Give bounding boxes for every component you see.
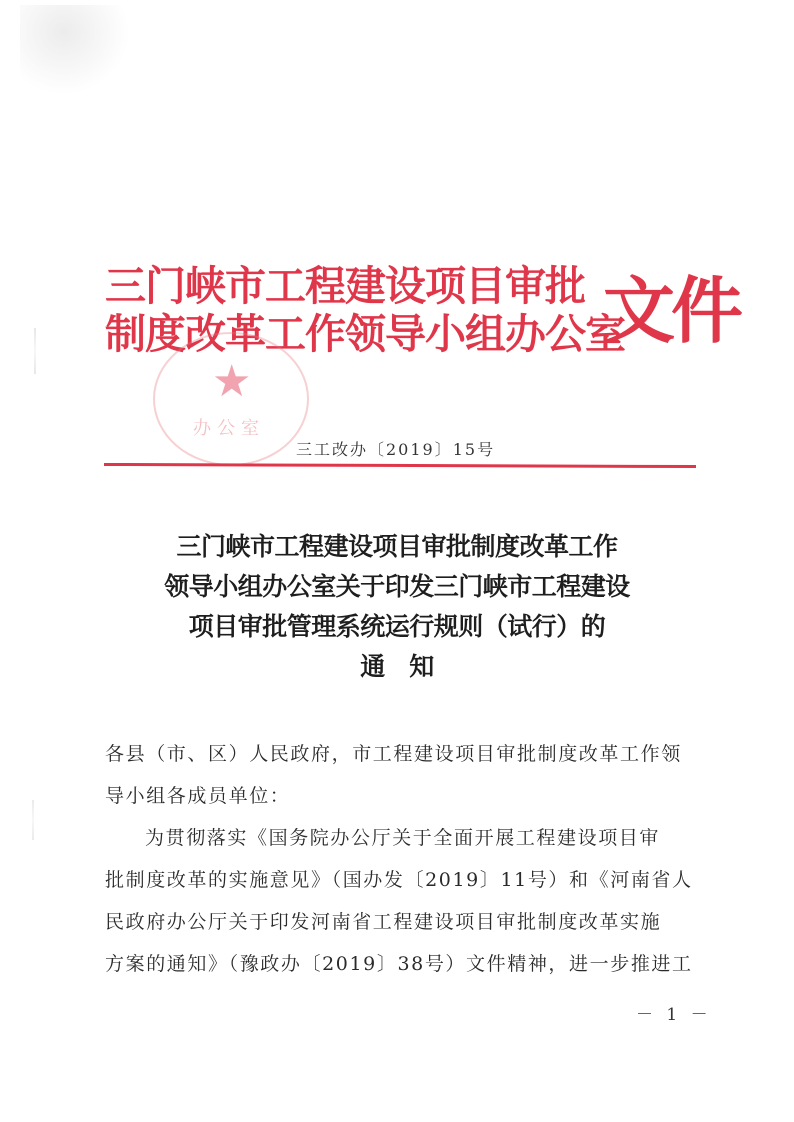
doc-type-label: 文件: [603, 268, 740, 353]
body-line: 民政府办公厅关于印发河南省工程建设项目审批制度改革实施: [105, 911, 662, 933]
title-line: 通 知: [360, 652, 434, 681]
red-divider-line: [104, 463, 696, 468]
body-line: 为贯彻落实《国务院办公厅关于全面开展工程建设项目审: [145, 827, 661, 849]
scan-binding-mark: [34, 328, 36, 374]
issuer-line-1: 三门峡市工程建设项目审批: [105, 262, 585, 310]
issuer-line-2: 制度改革工作领导小组办公室: [105, 310, 625, 358]
scan-binding-mark: [32, 800, 34, 840]
title-line: 三门峡市工程建设项目审批制度改革工作: [176, 532, 618, 561]
seal-text: 办公室: [193, 418, 265, 439]
page-number: － 1 －: [636, 1005, 712, 1025]
body-line: 导小组各成员单位：: [105, 785, 291, 807]
issuer-name: [105, 262, 625, 358]
document-title: [90, 527, 704, 687]
title-line: 项目审批管理系统运行规则（试行）的: [188, 612, 606, 641]
body-line: 各县（市、区）人民政府，市工程建设项目审批制度改革工作领: [105, 743, 682, 765]
body-line: 批制度改革的实施意见》（国办发〔2019〕11号）和《河南省人: [105, 869, 693, 891]
document-body: [105, 733, 705, 985]
document-number: 三工改办〔2019〕15号: [296, 440, 496, 459]
star-icon: ★: [212, 356, 252, 407]
body-line: 方案的通知》（豫政办〔2019〕38号）文件精神，进一步推进工: [105, 953, 693, 975]
scan-smudge: [20, 5, 130, 95]
official-seal: [153, 332, 309, 466]
title-line: 领导小组办公室关于印发三门峡市工程建设: [164, 572, 630, 601]
